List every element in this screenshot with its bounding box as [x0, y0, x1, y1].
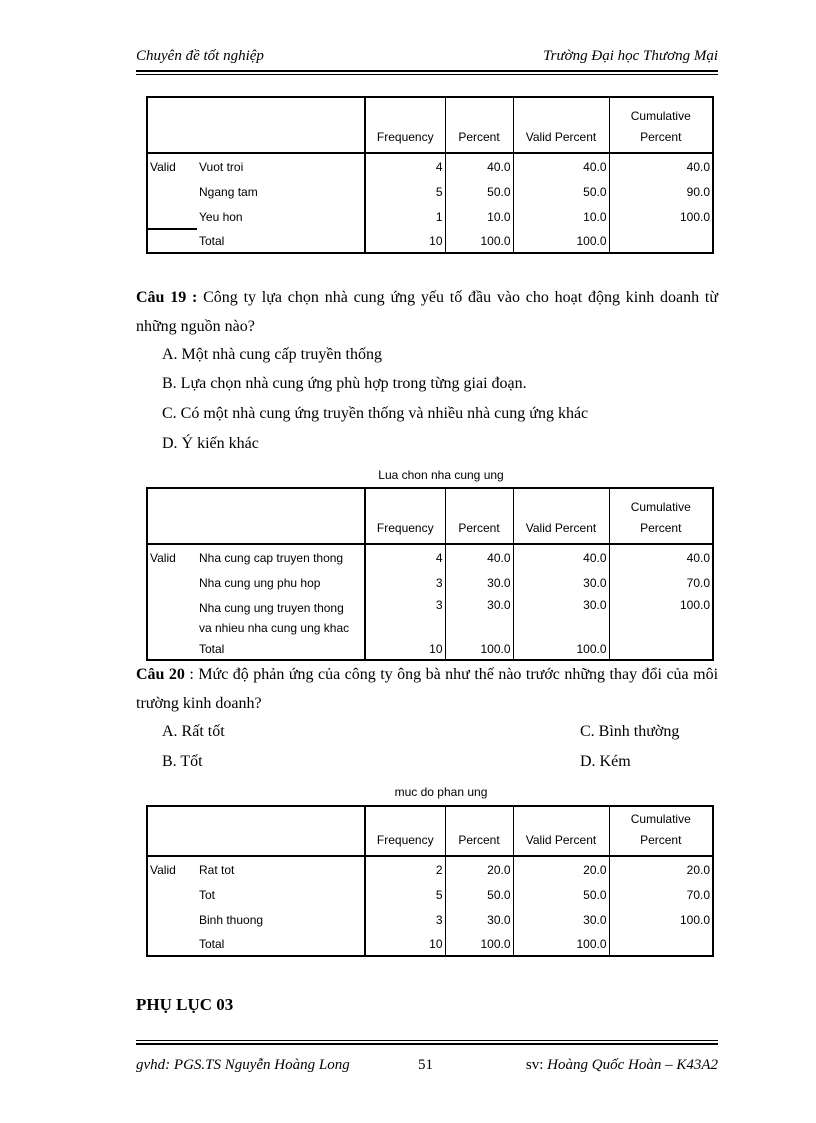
cell-percent: 30.0: [445, 595, 513, 638]
header-left: Chuyên đề tốt nghiệp: [136, 48, 264, 64]
cumulative-line-2: Percent: [640, 130, 682, 144]
page-number: 51: [418, 1057, 433, 1073]
header-blank: [147, 488, 365, 544]
footer-advisor: gvhd: PGS.TS Nguyễn Hoàng Long: [136, 1057, 350, 1073]
cell-cumulative: 100.0: [609, 907, 713, 932]
cell-cumulative: [609, 229, 713, 253]
row-label: Ngang tam: [199, 184, 258, 199]
cell-cumulative: 70.0: [609, 570, 713, 595]
q20-option-b: B. Tốt: [162, 753, 203, 770]
cell-valid-percent: 10.0: [513, 204, 609, 229]
footer-student-prefix: sv:: [525, 1057, 544, 1073]
cell-percent: 50.0: [445, 882, 513, 907]
footer-student: [526, 1057, 718, 1074]
cell-valid-percent: 100.0: [513, 932, 609, 956]
cell-frequency: 2: [365, 856, 445, 882]
cumulative-line-1: Cumulative: [630, 500, 691, 514]
footer-rule-thin: [136, 1040, 718, 1041]
cumulative-line-2: Percent: [640, 521, 682, 535]
cell-valid-percent: 30.0: [513, 570, 609, 595]
col-cumulative: [609, 488, 713, 544]
table-3: [146, 805, 714, 957]
cell-percent: 10.0: [445, 204, 513, 229]
row-label: Binh thuong: [199, 912, 264, 927]
cell-cumulative: [609, 638, 713, 660]
row-label: Yeu hon: [199, 209, 243, 224]
valid-label: Valid: [147, 153, 197, 179]
q20-option-d: D. Kém: [580, 753, 631, 770]
valid-label: Valid: [147, 856, 197, 882]
question-20-text: : Mức độ phản ứng của công ty ông bà như thế nào trước những thay đổi của môi trường kinh doanh?: [136, 666, 719, 712]
col-frequency: Frequency: [365, 488, 445, 544]
cell-percent: 40.0: [445, 153, 513, 179]
cell-frequency: 3: [365, 595, 445, 638]
valid-label: Valid: [147, 544, 197, 570]
question-19-text: Công ty lựa chọn nhà cung ứng yếu tố đầu vào cho hoạt động kinh doanh từ những nguồn nào?: [136, 289, 718, 335]
cell-frequency: 10: [365, 638, 445, 660]
cell-frequency: 3: [365, 570, 445, 595]
q20-option-c: C. Bình thường: [580, 723, 680, 740]
cell-valid-percent: 30.0: [513, 595, 609, 638]
row-label-line-1: Nha cung ung truyen thong: [199, 601, 344, 615]
col-frequency: Frequency: [365, 806, 445, 856]
row-label: Nha cung ung phu hop: [199, 575, 321, 590]
cell-frequency: 4: [365, 544, 445, 570]
question-20: [136, 660, 718, 718]
cell-frequency: 5: [365, 882, 445, 907]
table-2: [146, 487, 714, 661]
cell-percent: 50.0: [445, 179, 513, 204]
col-frequency: Frequency: [365, 97, 445, 153]
table-2-caption: Lua chon nha cung ung: [378, 468, 504, 482]
row-label-total: Total: [197, 229, 365, 253]
question-20-label: Câu 20: [136, 666, 185, 683]
cell-valid-percent: 100.0: [513, 229, 609, 253]
cell-cumulative: 20.0: [609, 856, 713, 882]
header-blank: [147, 806, 365, 856]
cell-percent: 40.0: [445, 544, 513, 570]
row-label: Nha cung cap truyen thong: [199, 550, 344, 565]
row-label: Vuot troi: [199, 159, 244, 174]
col-valid-percent: Valid Percent: [513, 97, 609, 153]
cell-percent: 100.0: [445, 638, 513, 660]
cell-frequency: 5: [365, 179, 445, 204]
footer-student-name: Hoàng Quốc Hoàn – K43A2: [547, 1057, 718, 1073]
col-valid-percent: Valid Percent: [513, 488, 609, 544]
q19-option-c: C. Có một nhà cung ứng truyền thống và nhiều nhà cung ứng khác: [162, 405, 589, 422]
cell-frequency: 1: [365, 204, 445, 229]
cell-percent: 100.0: [445, 932, 513, 956]
col-percent: Percent: [445, 806, 513, 856]
col-cumulative: [609, 806, 713, 856]
cell-valid-percent: 100.0: [513, 638, 609, 660]
question-19-label: Câu 19 :: [136, 289, 198, 306]
cell-frequency: 10: [365, 229, 445, 253]
cell-cumulative: 100.0: [609, 595, 713, 638]
q19-option-a: A. Một nhà cung cấp truyền thống: [162, 346, 382, 363]
cumulative-line-1: Cumulative: [630, 109, 691, 123]
row-label-total: Total: [197, 638, 365, 660]
cell-frequency: 3: [365, 907, 445, 932]
header-rule-thin: [136, 74, 718, 75]
header-right: Trường Đại học Thương Mại: [543, 48, 718, 64]
q20-option-a: A. Rất tốt: [162, 723, 225, 740]
row-label-total: Total: [197, 932, 365, 956]
header-rule: [136, 70, 718, 72]
cell-valid-percent: 50.0: [513, 882, 609, 907]
cell-frequency: 4: [365, 153, 445, 179]
q19-option-d: D. Ý kiến khác: [162, 435, 259, 452]
row-label: Tot: [199, 887, 216, 902]
cell-percent: 30.0: [445, 907, 513, 932]
footer-rule: [136, 1043, 718, 1045]
table-1: [146, 96, 714, 254]
cell-percent: 100.0: [445, 229, 513, 253]
cell-valid-percent: 40.0: [513, 544, 609, 570]
table-3-caption: muc do phan ung: [394, 785, 488, 799]
appendix-title: PHỤ LỤC 03: [136, 995, 234, 1014]
row-label-line-2: va nhieu nha cung ung khac: [199, 621, 350, 635]
cumulative-line-2: Percent: [640, 833, 682, 847]
cell-valid-percent: 40.0: [513, 153, 609, 179]
col-percent: Percent: [445, 97, 513, 153]
cell-frequency: 10: [365, 932, 445, 956]
cell-cumulative: 100.0: [609, 204, 713, 229]
cell-cumulative: [609, 932, 713, 956]
row-label: Rat tot: [199, 862, 235, 877]
q19-option-b: B. Lựa chọn nhà cung ứng phù hợp trong từng giai đoạn.: [162, 375, 527, 392]
cell-percent: 20.0: [445, 856, 513, 882]
cell-percent: 30.0: [445, 570, 513, 595]
header-blank: [147, 97, 365, 153]
cell-valid-percent: 20.0: [513, 856, 609, 882]
col-cumulative: [609, 97, 713, 153]
cell-cumulative: 70.0: [609, 882, 713, 907]
cell-cumulative: 40.0: [609, 544, 713, 570]
cell-cumulative: 40.0: [609, 153, 713, 179]
col-valid-percent: Valid Percent: [513, 806, 609, 856]
cell-valid-percent: 50.0: [513, 179, 609, 204]
col-percent: Percent: [445, 488, 513, 544]
row-label: [197, 595, 365, 638]
cumulative-line-1: Cumulative: [630, 812, 691, 826]
cell-cumulative: 90.0: [609, 179, 713, 204]
cell-valid-percent: 30.0: [513, 907, 609, 932]
question-19: [136, 283, 718, 341]
